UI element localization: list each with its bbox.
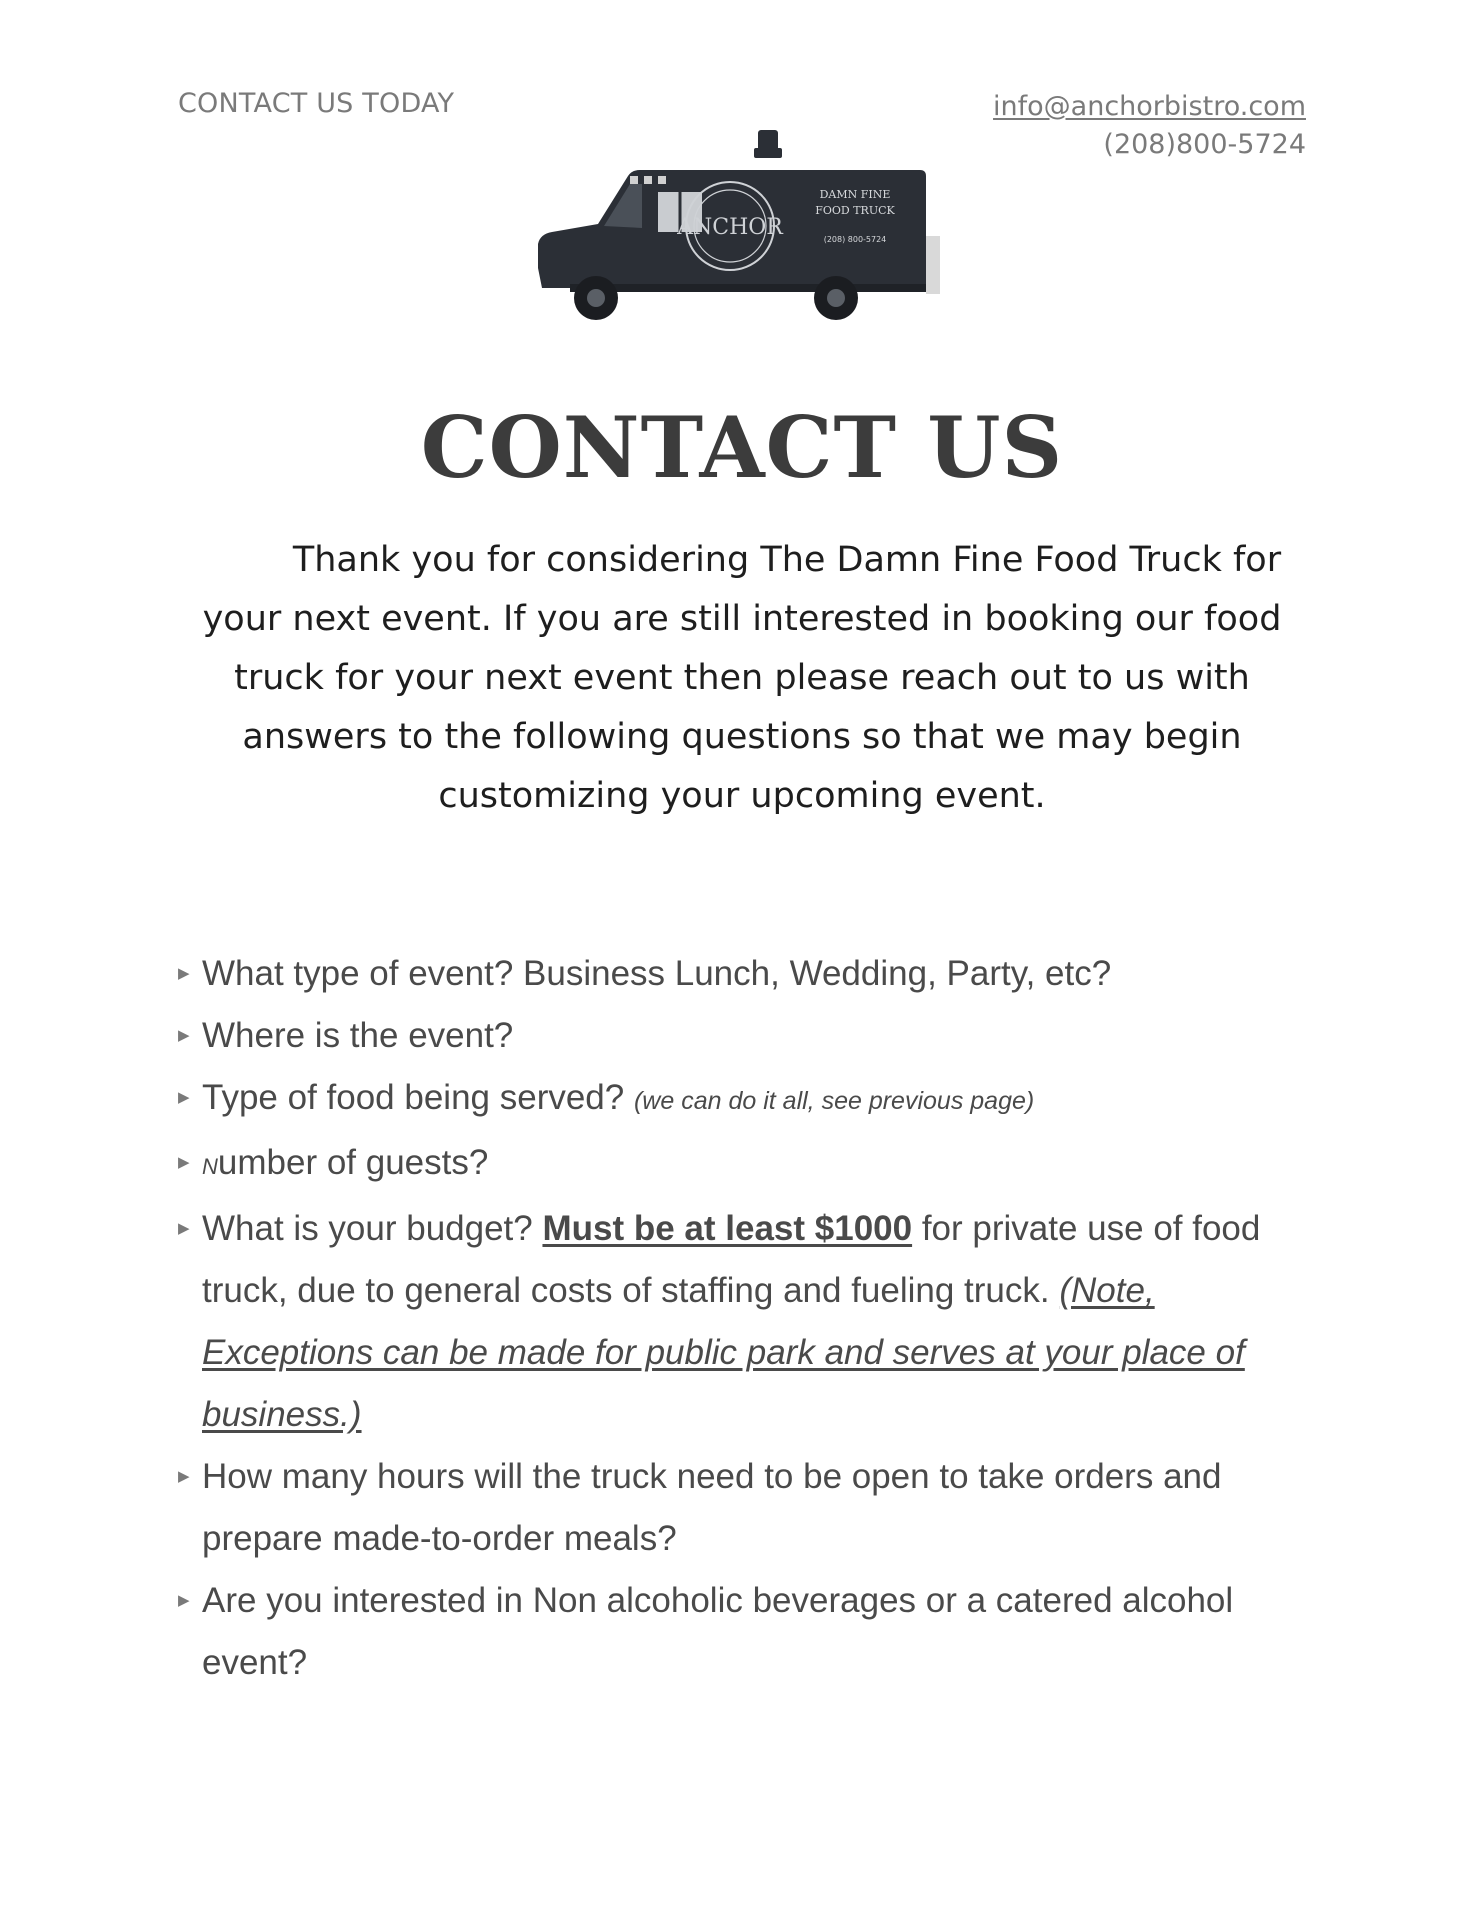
truck-side-line1: DAMN FINE <box>819 188 891 201</box>
list-item <box>178 1198 1308 1446</box>
triangle-bullet-icon: ▶ <box>178 1592 190 1609</box>
contact-info <box>993 88 1306 164</box>
truck-side-line2: FOOD TRUCK <box>815 204 895 217</box>
food-truck-image <box>530 128 960 332</box>
question-budget: What is your budget? <box>202 1209 543 1248</box>
list-item <box>178 1446 1308 1570</box>
page-title: CONTACT US <box>420 398 1064 497</box>
triangle-bullet-icon: ▶ <box>178 965 190 982</box>
triangle-bullet-icon: ▶ <box>178 1089 190 1106</box>
triangle-bullet-icon: ▶ <box>178 1027 190 1044</box>
food-type-note: (we can do it all, see previous page) <box>633 1087 1035 1115</box>
list-item <box>178 1067 1308 1132</box>
budget-exception-note: (Note, Exceptions can be made for public park and serves at your place of business.) <box>202 1271 1245 1434</box>
budget-minimum: Must be at least $1000 <box>542 1209 913 1248</box>
list-item <box>178 1132 1308 1198</box>
question-beverages: Are you interested in Non alcoholic beverages or a catered alcohol event? <box>202 1581 1234 1682</box>
question-hours: How many hours will the truck need to be open to take orders and prepare made-to-order meals? <box>202 1457 1222 1558</box>
triangle-bullet-icon: ▶ <box>178 1468 190 1485</box>
intro-text: Thank you for considering The Damn Fine Food Truck for your next event. If you are still interested in booking our food truck for your next event then please reach out to us with answers to the following questions so that we may begin customizing your upcoming event. <box>202 540 1282 816</box>
list-item <box>178 1005 1308 1067</box>
email-link[interactable]: info@anchorbistro.com <box>993 91 1306 122</box>
question-event-location: Where is the event? <box>202 1016 514 1055</box>
question-event-type: What type of event? Business Lunch, Wedding, Party, etc? <box>202 954 1112 993</box>
phone-number: (208)800-5724 <box>1103 129 1306 160</box>
triangle-bullet-icon: ▶ <box>178 1154 190 1171</box>
truck-side-phone: (208) 800-5724 <box>823 235 887 244</box>
truck-brand-text: ANCHOR <box>677 215 783 240</box>
list-item <box>178 1570 1308 1694</box>
guests-first-letter: N <box>202 1154 218 1179</box>
questions-list <box>178 943 1308 1694</box>
question-food-type: Type of food being served? <box>202 1078 625 1117</box>
budget-detail: for private use of food truck, due to general costs of staffing and fueling truck. <box>202 1209 1261 1310</box>
question-guest-count: umber of guests? <box>217 1143 489 1182</box>
triangle-bullet-icon: ▶ <box>178 1220 190 1237</box>
intro-paragraph <box>190 531 1294 826</box>
contact-us-today-label: CONTACT US TODAY <box>178 88 455 119</box>
list-item <box>178 943 1308 1005</box>
